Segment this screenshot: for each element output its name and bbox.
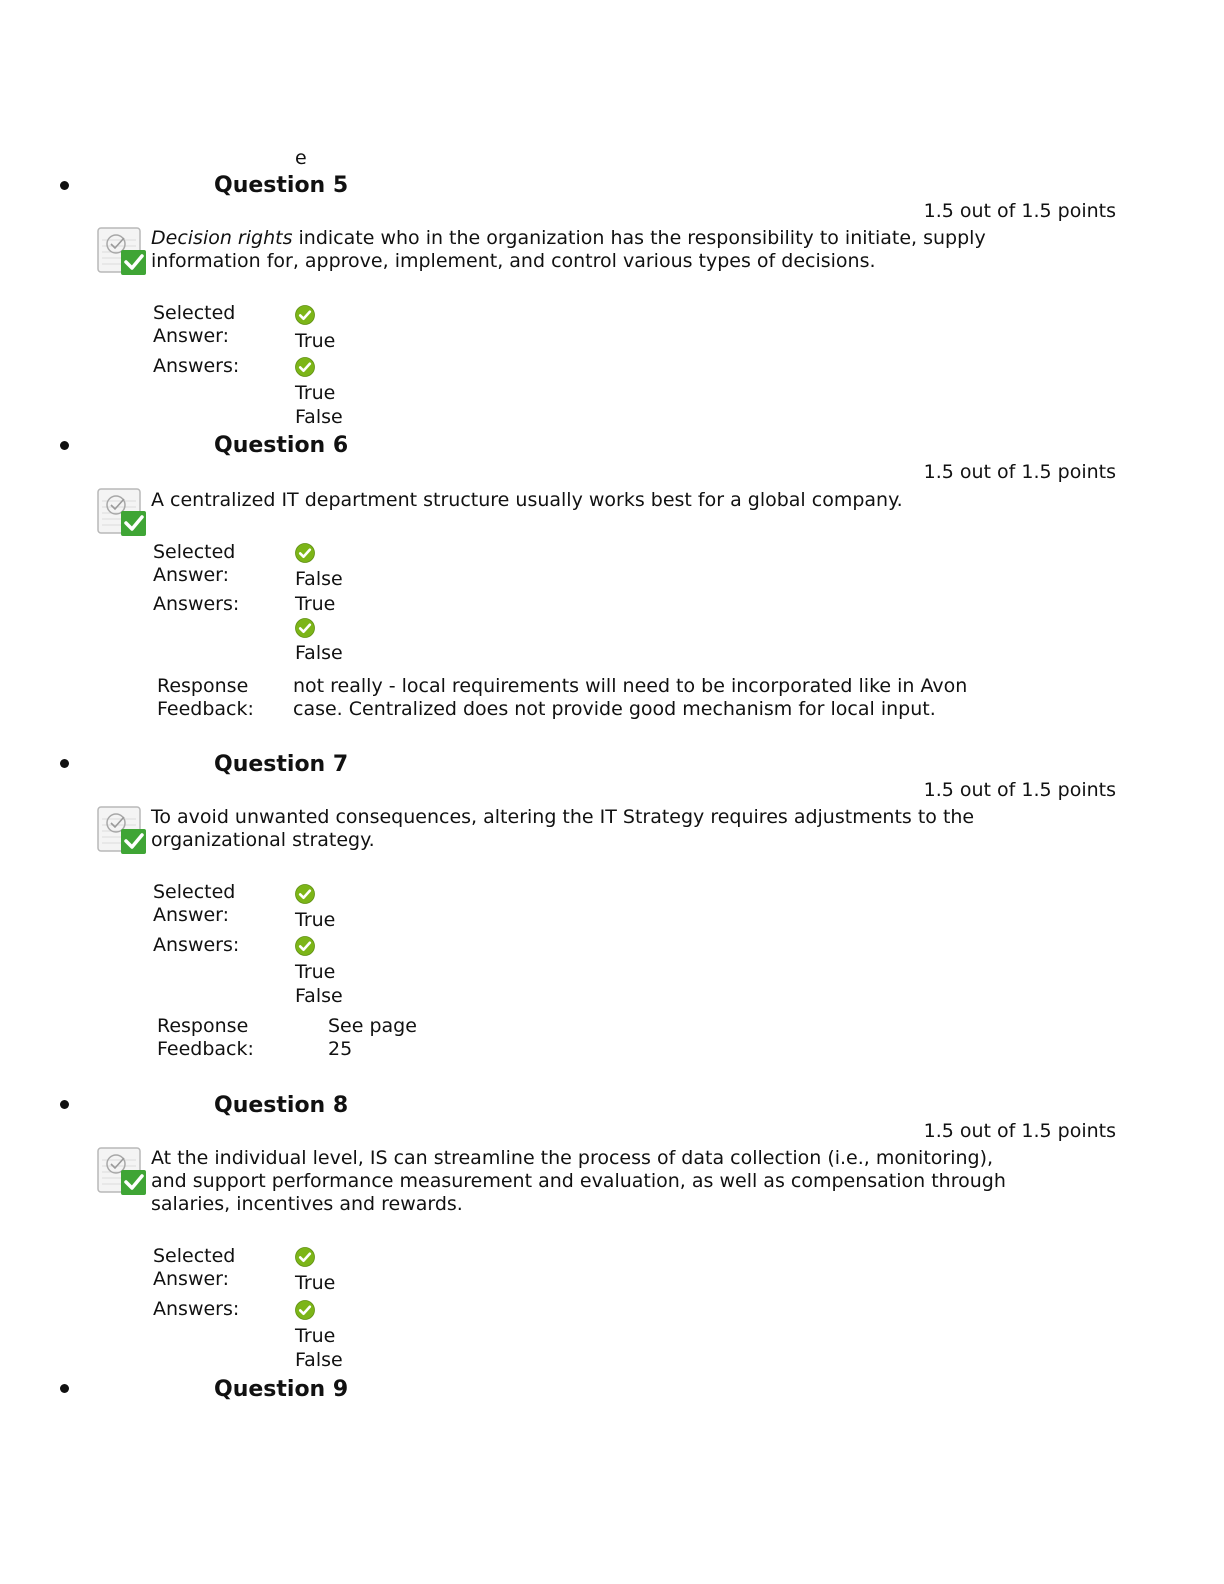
answer-option-text: False xyxy=(295,1349,343,1371)
response-feedback-label: Response Feedback: xyxy=(157,675,254,720)
question-title: Question 9 xyxy=(214,1377,349,1402)
answer-option-text: False xyxy=(295,406,343,428)
answers-list xyxy=(295,592,357,666)
answer-option xyxy=(295,1299,357,1348)
selected-answer-value xyxy=(295,1246,357,1295)
previous-answer-fragment: e xyxy=(295,147,307,169)
response-feedback-text: not really - local requirements will need to be incorporated like in Avon case. Centralized does not provide good mechanism for local input. xyxy=(293,675,968,720)
selected-answer-label: Selected Answer: xyxy=(153,881,236,926)
answers-label: Answers: xyxy=(153,593,240,615)
selected-answer-text: True xyxy=(295,1271,336,1294)
answers-list xyxy=(295,356,357,430)
answer-option xyxy=(295,984,357,1009)
question-points: 1.5 out of 1.5 points xyxy=(923,779,1116,801)
question-text-italic: Decision rights xyxy=(151,227,293,249)
question-points: 1.5 out of 1.5 points xyxy=(923,461,1116,483)
answer-option-text: False xyxy=(295,642,343,664)
question-text: At the individual level, IS can streamline the process of data collection (i.e., monitoring), and support performance measurement and evaluation, as well as compensation through salaries, incentives and rewards. xyxy=(151,1147,1006,1215)
selected-answer-value xyxy=(295,542,357,591)
selected-answer-value xyxy=(295,304,357,353)
correct-check-icon xyxy=(295,357,315,377)
question-title: Question 5 xyxy=(214,173,349,198)
response-feedback-text: See page 25 xyxy=(328,1015,417,1060)
answers-list xyxy=(295,935,357,1009)
question-title: Question 6 xyxy=(214,433,349,458)
correct-check-icon xyxy=(295,936,315,956)
answers-list xyxy=(295,1299,357,1373)
correct-answer-icon xyxy=(96,226,148,278)
correct-check-icon xyxy=(295,1300,315,1320)
correct-check-icon xyxy=(295,618,315,638)
answer-option xyxy=(295,935,357,984)
selected-answer-text: True xyxy=(295,908,336,931)
answer-option xyxy=(295,405,357,430)
list-bullet xyxy=(58,1384,72,1398)
question-title: Question 7 xyxy=(214,752,349,777)
answer-option xyxy=(295,617,357,666)
correct-check-icon xyxy=(295,1247,315,1267)
question-text xyxy=(151,227,1011,273)
list-bullet xyxy=(58,441,72,455)
response-feedback-label: Response Feedback: xyxy=(157,1015,254,1060)
selected-answer-value xyxy=(295,883,357,932)
answer-option-text: True xyxy=(295,1324,336,1347)
answer-option-text: True xyxy=(295,960,336,983)
answer-option-text: True xyxy=(295,381,336,404)
answer-option-text: True xyxy=(295,593,336,615)
correct-check-icon xyxy=(295,884,315,904)
question-text-body: indicate who in the organization has the responsibility to initiate, supply information for, approve, implement, and control various types of decisions. xyxy=(151,227,986,272)
list-bullet xyxy=(58,759,72,773)
answers-label: Answers: xyxy=(153,355,240,377)
selected-answer-text: False xyxy=(295,567,343,590)
question-points: 1.5 out of 1.5 points xyxy=(923,1120,1116,1142)
selected-answer-label: Selected Answer: xyxy=(153,541,236,586)
answers-label: Answers: xyxy=(153,934,240,956)
selected-answer-label: Selected Answer: xyxy=(153,302,236,347)
correct-check-icon xyxy=(295,305,315,325)
list-bullet xyxy=(58,1100,72,1114)
correct-answer-icon xyxy=(96,487,148,539)
list-bullet xyxy=(58,181,72,195)
correct-check-icon xyxy=(295,543,315,563)
correct-answer-icon xyxy=(96,1146,148,1198)
answer-option xyxy=(295,1348,357,1373)
selected-answer-text: True xyxy=(295,329,336,352)
answers-label: Answers: xyxy=(153,1298,240,1320)
question-text: To avoid unwanted consequences, altering the IT Strategy requires adjustments to the organizational strategy. xyxy=(151,806,975,851)
correct-answer-icon xyxy=(96,805,148,857)
answer-option xyxy=(295,356,357,405)
question-points: 1.5 out of 1.5 points xyxy=(923,200,1116,222)
answer-option xyxy=(295,592,357,617)
question-text: A centralized IT department structure usually works best for a global company. xyxy=(151,489,903,511)
selected-answer-label: Selected Answer: xyxy=(153,1245,236,1290)
answer-option-text: False xyxy=(295,985,343,1007)
question-title: Question 8 xyxy=(214,1093,349,1118)
